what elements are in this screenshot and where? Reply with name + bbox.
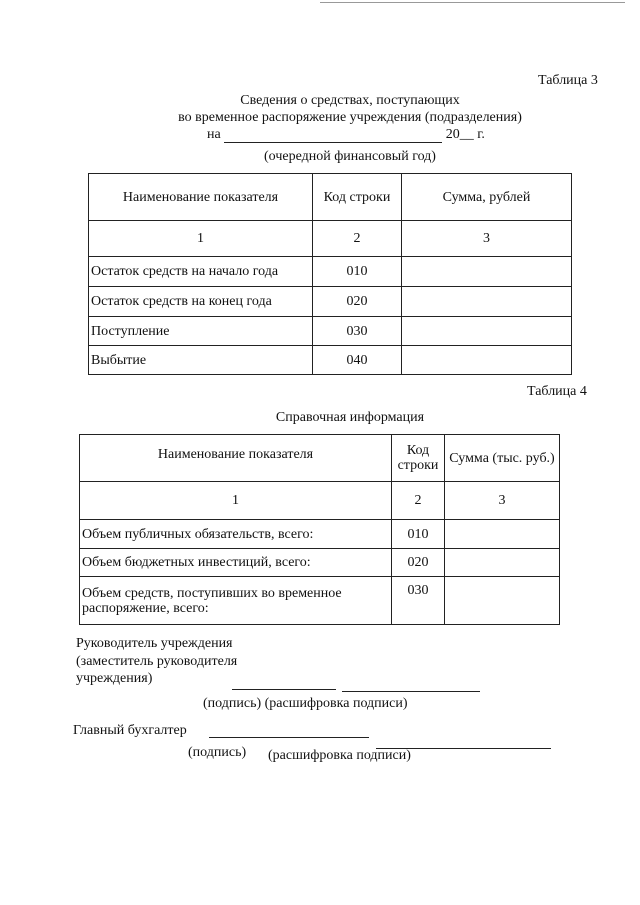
table-row [89, 346, 572, 375]
table4-row-sum[interactable] [445, 577, 560, 625]
table-row [80, 549, 560, 577]
table3-row-code: 040 [313, 346, 402, 375]
table4-header-sum: Сумма (тыс. руб.) [445, 435, 560, 482]
head-decode-line[interactable] [342, 691, 480, 692]
accountant-caption-decode: (расшифровка подписи) [268, 748, 411, 763]
table4-label: Таблица 4 [527, 384, 587, 399]
table3-na: на [207, 127, 221, 142]
table4-title: Справочная информация [275, 410, 425, 425]
table3-row-sum[interactable] [402, 346, 572, 375]
table3-num-3: 3 [402, 221, 572, 257]
table3-num-1: 1 [89, 221, 313, 257]
table3-period-line [207, 127, 485, 143]
table4-row-name: Объем средств, поступивших во временное распоряжение, всего: [80, 577, 392, 625]
table3-row-code: 030 [313, 317, 402, 346]
table4-header-code: Код строки [392, 435, 445, 482]
accountant-signature-line[interactable] [209, 737, 369, 738]
table3-row-name: Выбытие [89, 346, 313, 375]
table3-title-line2: во временное распоряжение учреждения (подразделения) [178, 110, 522, 125]
table4-row-name: Объем бюджетных инвестиций, всего: [80, 549, 392, 577]
table3-row-code: 010 [313, 257, 402, 287]
table3-row-name: Поступление [89, 317, 313, 346]
table3-row-name: Остаток средств на конец года [89, 287, 313, 317]
table3-row-sum[interactable] [402, 257, 572, 287]
table-row [89, 287, 572, 317]
table3-row-sum[interactable] [402, 317, 572, 346]
table3-header-sum: Сумма, рублей [402, 174, 572, 221]
table4-row-sum[interactable] [445, 520, 560, 549]
table-row [80, 520, 560, 549]
table4-row-name: Объем публичных обязательств, всего: [80, 520, 392, 549]
table4-header-name: Наименование показателя [80, 435, 392, 482]
head-title-line1: Руководитель учреждения [76, 636, 233, 651]
table4-num-2: 2 [392, 482, 445, 520]
table3-year: 20__ г. [445, 127, 485, 142]
table4-num-3: 3 [445, 482, 560, 520]
table4-row-code: 010 [392, 520, 445, 549]
table3-label: Таблица 3 [538, 73, 598, 88]
table4-row-sum[interactable] [445, 549, 560, 577]
table-row [89, 317, 572, 346]
table3 [88, 173, 572, 375]
head-title-line2: (заместитель руководителя [76, 654, 238, 669]
table-row [89, 257, 572, 287]
accountant-caption-sign: (подпись) [188, 745, 247, 760]
table3-title-line1: Сведения о средствах, поступающих [240, 93, 460, 108]
table4-row-code: 020 [392, 549, 445, 577]
table4 [79, 434, 560, 625]
table-row [80, 577, 560, 625]
table3-row-code: 020 [313, 287, 402, 317]
table3-row-sum[interactable] [402, 287, 572, 317]
table3-header-name: Наименование показателя [89, 174, 313, 221]
table3-period-caption: (очередной финансовый год) [264, 149, 436, 164]
accountant-title: Главный бухгалтер [73, 723, 187, 738]
table4-row-code: 030 [392, 577, 445, 625]
head-caption: (подпись) (расшифровка подписи) [203, 696, 408, 711]
head-signature-line[interactable] [232, 689, 336, 690]
table3-period-blank[interactable] [224, 142, 442, 143]
table4-num-1: 1 [80, 482, 392, 520]
table3-num-2: 2 [313, 221, 402, 257]
scan-top-edge-line [320, 2, 625, 3]
head-title-line3: учреждения) [76, 671, 153, 686]
table3-row-name: Остаток средств на начало года [89, 257, 313, 287]
table3-header-code: Код строки [313, 174, 402, 221]
